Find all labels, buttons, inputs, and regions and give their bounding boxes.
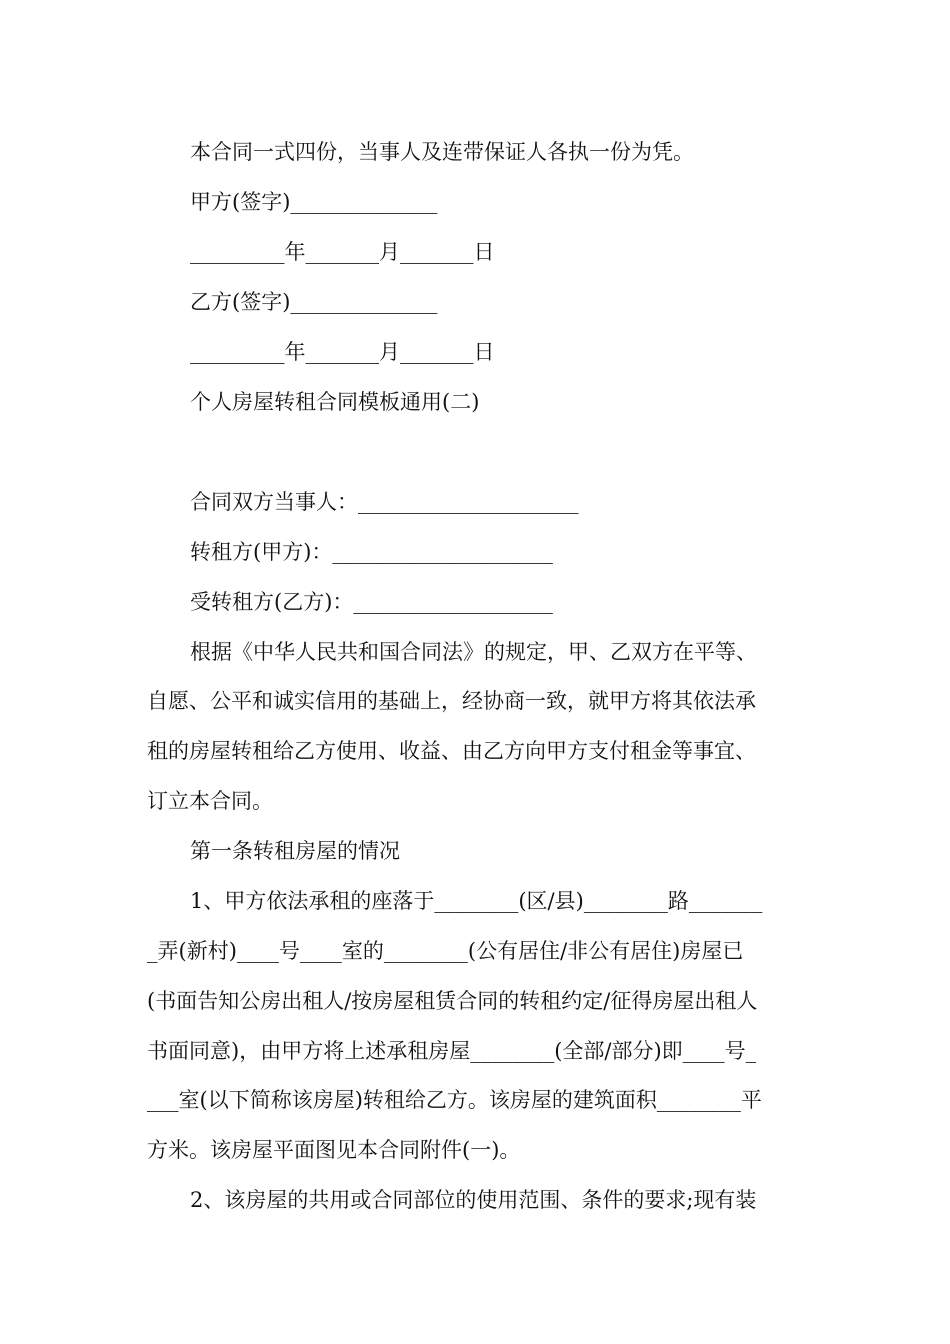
party-b-date-line: _________年_______月_______日 — [190, 340, 495, 364]
article-1-clause-1-line-5: ___室(以下简称该房屋)转租给乙方。该房屋的建筑面积________平 — [147, 1088, 762, 1112]
preamble-line-1: 根据《中华人民共和国合同法》的规定，甲、乙双方在平等、 — [190, 640, 757, 664]
party-a-date-line: _________年_______月_______日 — [190, 240, 495, 264]
section-title: 个人房屋转租合同模板通用(二) — [190, 390, 480, 414]
party-a-signature-line: 甲方(签字)______________ — [190, 190, 438, 214]
article-1-clause-1-line-3: (书面告知公房出租人/按房屋租赁合同的转租约定/征得房屋出租人 — [147, 989, 758, 1013]
preamble-line-3: 租的房屋转租给乙方使用、收益、由乙方向甲方支付租金等事宜、 — [147, 739, 756, 763]
contract-parties-line: 合同双方当事人：_____________________ — [190, 490, 579, 514]
article-1-clause-1-line-4: 书面同意)，由甲方将上述承租房屋________(全部/部分)即____号_ — [147, 1039, 757, 1063]
copies-clause: 本合同一式四份，当事人及连带保证人各执一份为凭。 — [190, 140, 694, 164]
sublessee-line: 受转租方(乙方)：___________________ — [190, 590, 553, 614]
article-1-heading: 第一条转租房屋的情况 — [190, 839, 400, 863]
article-1-clause-1-line-6: 方米。该房屋平面图见本合同附件(一)。 — [147, 1138, 521, 1162]
preamble-line-2: 自愿、公平和诚实信用的基础上，经协商一致，就甲方将其依法承 — [147, 689, 756, 713]
article-1-clause-2-line-1: 2、该房屋的共用或合同部位的使用范围、条件的要求;现有装 — [190, 1188, 757, 1212]
article-1-clause-1-line-2: _弄(新村)____号____室的________(公有居住/非公有居住)房屋已 — [147, 939, 744, 963]
article-1-clause-1-line-1: 1、甲方依法承租的座落于________(区/县)________路_______ — [190, 889, 763, 913]
preamble-line-4: 订立本合同。 — [147, 789, 273, 813]
sublessor-line: 转租方(甲方)：_____________________ — [190, 540, 553, 564]
party-b-signature-line: 乙方(签字)______________ — [190, 290, 438, 314]
